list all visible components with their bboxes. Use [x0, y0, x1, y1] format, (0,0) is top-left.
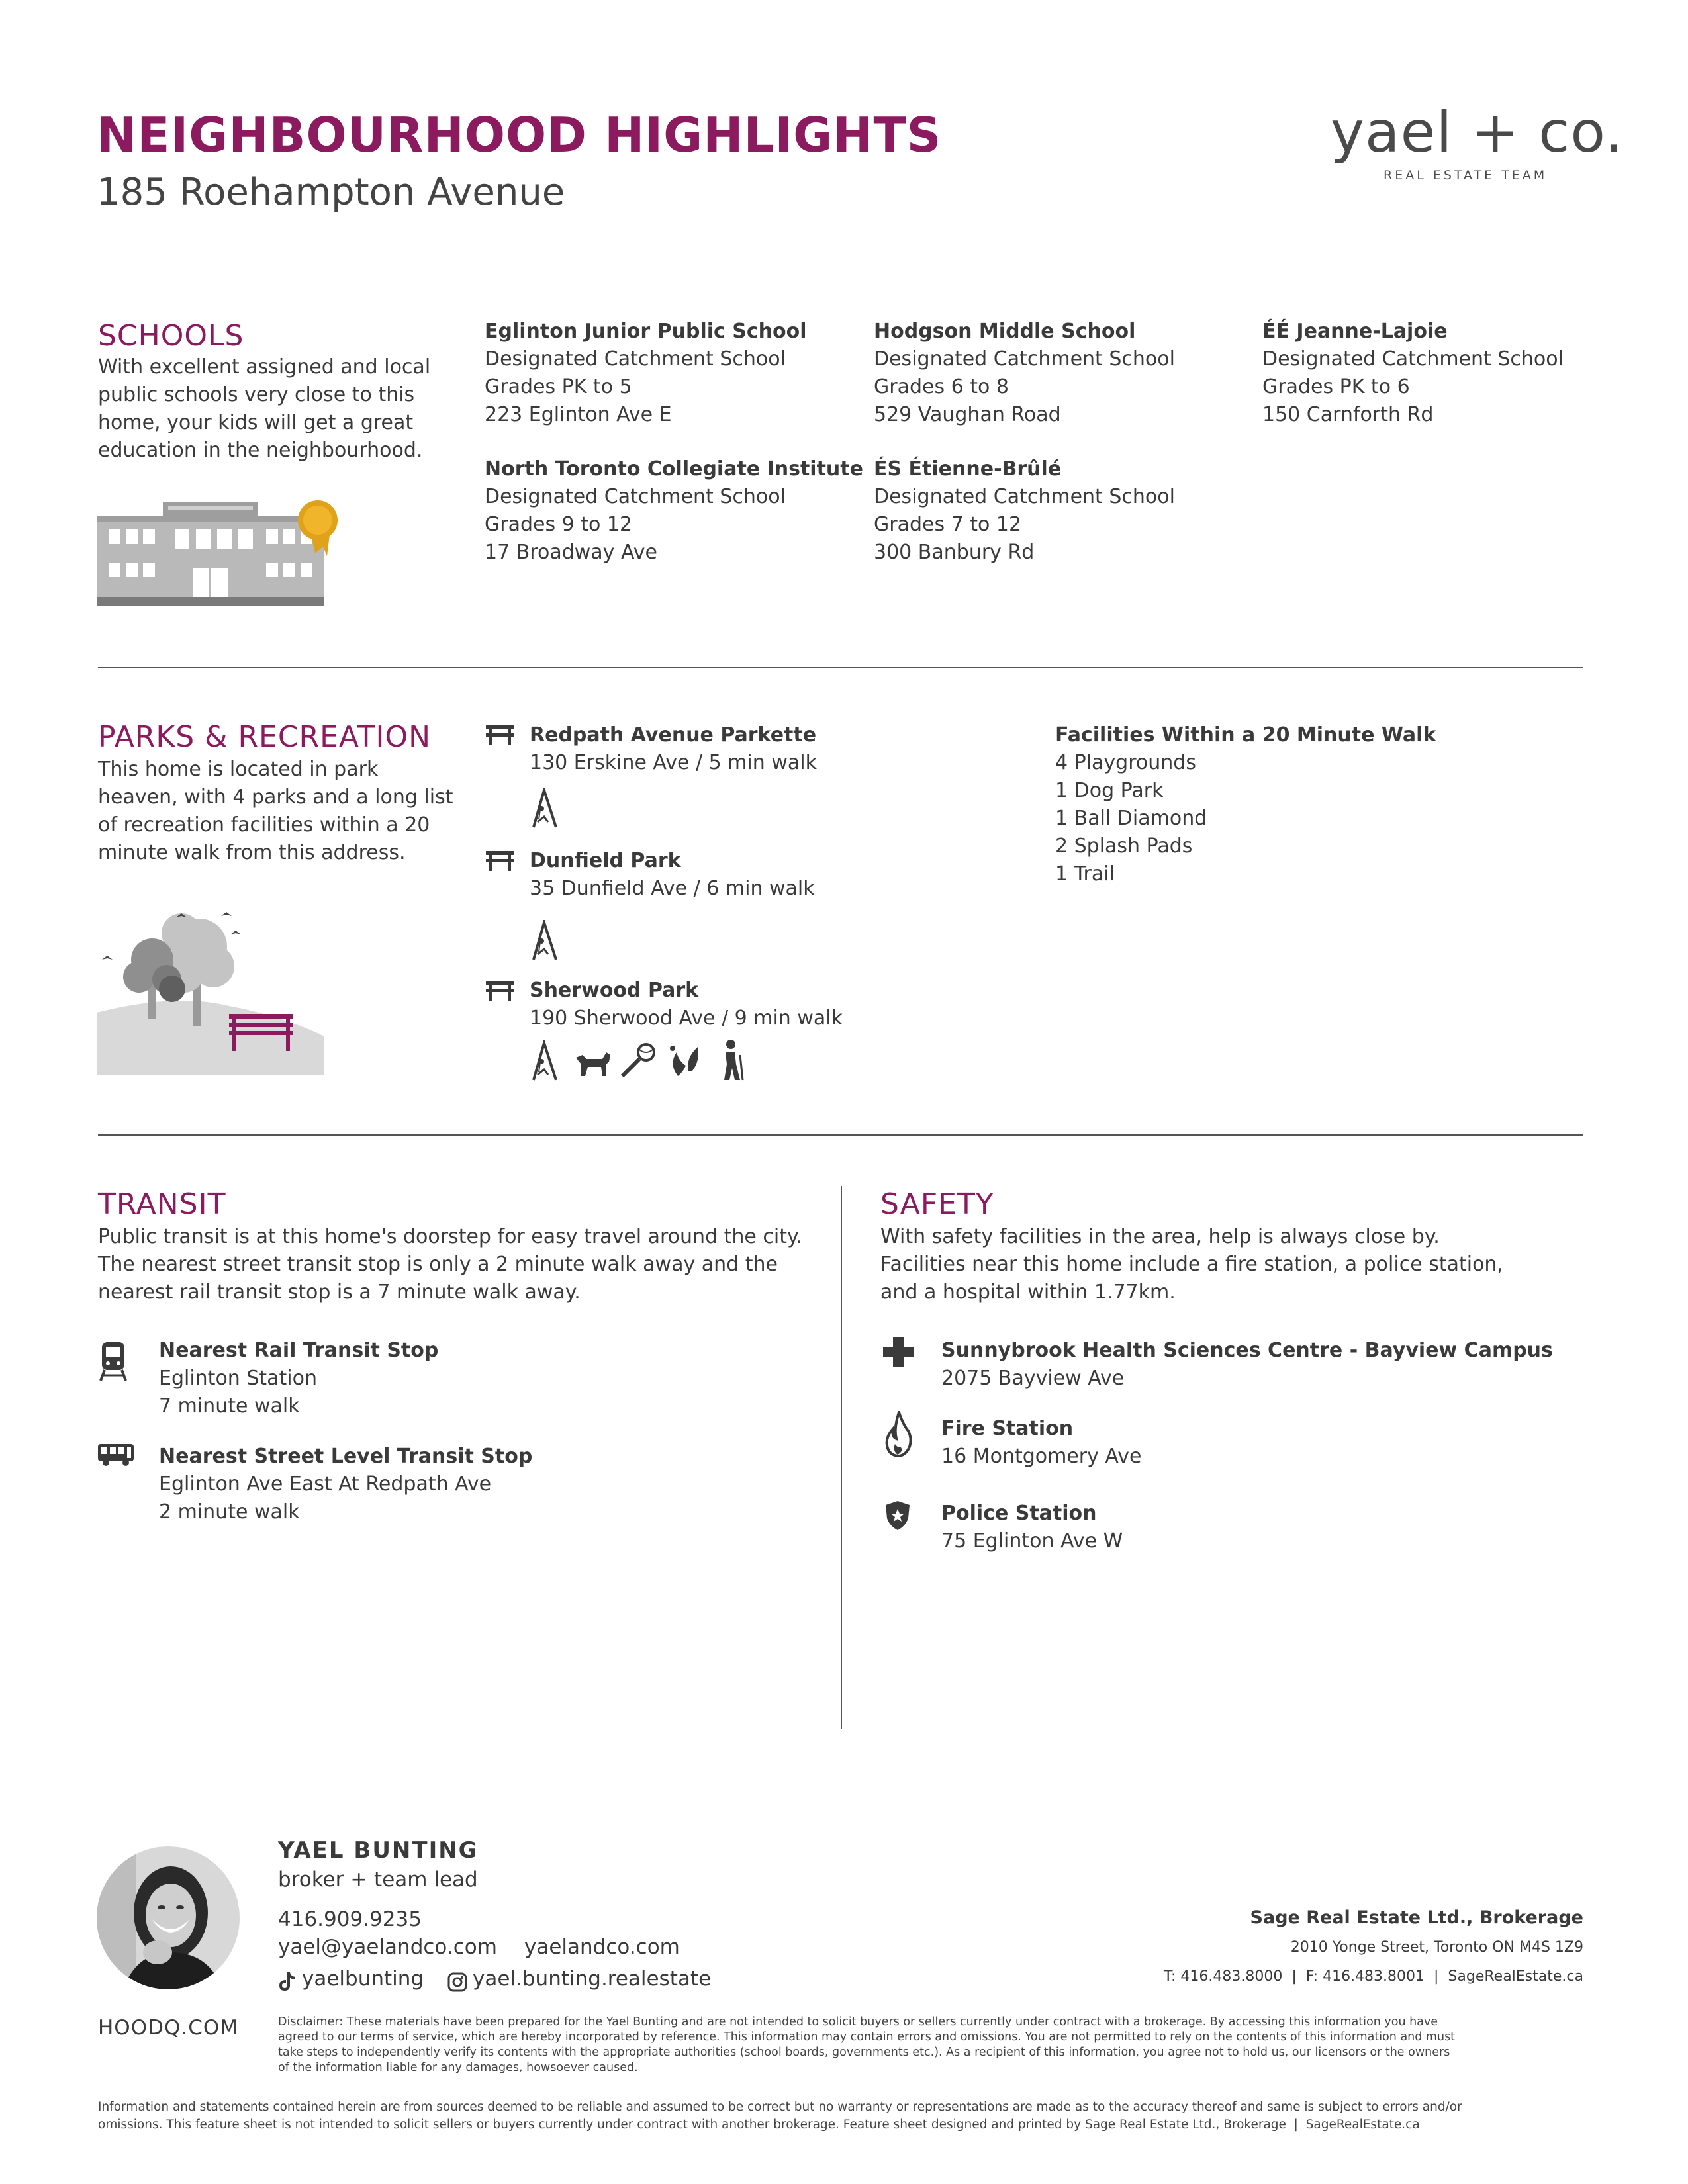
school-grades: Grades 7 to 12 — [874, 513, 1022, 536]
park-item — [530, 721, 817, 777]
logo-wordmark: yael + co. — [1331, 99, 1624, 165]
safety-address: 16 Montgomery Ave — [941, 1445, 1142, 1468]
playground-icon — [530, 1040, 563, 1081]
playground-icon — [530, 788, 563, 829]
school-grades: Grades 6 to 8 — [874, 375, 1009, 398]
transit-description — [98, 1223, 802, 1306]
park-name: Dunfield Park — [530, 849, 681, 872]
school-item — [874, 318, 1175, 429]
facility-item: 2 Splash Pads — [1055, 835, 1193, 858]
school-address: 17 Broadway Ave — [485, 541, 657, 564]
school-item — [485, 455, 863, 567]
hoodq-link[interactable]: HOODQ.COM — [98, 2016, 239, 2040]
school-address: 529 Vaughan Road — [874, 403, 1061, 426]
school-type: Designated Catchment School — [874, 347, 1175, 371]
instagram-icon — [447, 1972, 467, 1992]
park-item — [530, 847, 815, 903]
transit-item — [159, 1443, 532, 1526]
facilities-list — [1055, 721, 1436, 888]
disclaimer — [278, 2015, 1585, 2075]
school-building-icon — [97, 490, 342, 612]
transit-desc-line: Public transit is at this home's doorstep for easy travel around the city. — [98, 1225, 803, 1248]
logo-tagline: REAL ESTATE TEAM — [1383, 168, 1548, 183]
safety-item — [941, 1500, 1123, 1555]
park-detail: 130 Erskine Ave / 5 min walk — [530, 751, 817, 774]
brokerage-name: Sage Real Estate Ltd., Brokerage — [1250, 1907, 1583, 1928]
section-divider — [98, 1134, 1583, 1136]
school-name: Eglinton Junior Public School — [485, 320, 807, 343]
agent-email[interactable]: yael@yaelandco.com — [278, 1935, 497, 1959]
info-line: Information and statements contained herein are from sources deemed to be reliable and assumed to be correct but no warranty or representations are made as to the accuracy thereof and same is subject to errors and/or — [98, 2100, 1462, 2114]
info-line: omissions. This feature sheet is not intended to solicit sellers or buyers currently under contract with another brokerage. Feature sheet designed and printed by Sage Real Estate Ltd., Brokerage | SageRealEstate.ca — [98, 2118, 1420, 2132]
page-title: NEIGHBOURHOOD HIGHLIGHTS — [97, 107, 942, 163]
bus-icon — [97, 1443, 135, 1467]
schools-description — [98, 353, 442, 465]
brokerage-address: 2010 Yonge Street, Toronto ON M4S 1Z9 — [1290, 1939, 1583, 1956]
school-name: ÉS Étienne-Brûlé — [874, 457, 1062, 480]
safety-desc-line: Facilities near this home include a fire station, a police station, — [880, 1253, 1503, 1276]
school-grades: Grades 9 to 12 — [485, 513, 633, 536]
school-type: Designated Catchment School — [485, 347, 786, 371]
schools-desc-line: With excellent assigned and local — [98, 355, 431, 379]
school-type: Designated Catchment School — [874, 485, 1175, 508]
park-detail: 35 Dunfield Ave / 6 min walk — [530, 877, 815, 900]
agent-role: broker + team lead — [278, 1868, 478, 1891]
agent-website[interactable]: yaelandco.com — [524, 1935, 680, 1959]
parks-desc-line: of recreation facilities within a 20 — [98, 813, 430, 837]
school-name: North Toronto Collegiate Institute — [485, 457, 863, 480]
property-address: 185 Roehampton Avenue — [97, 171, 565, 214]
park-detail: 190 Sherwood Ave / 9 min walk — [530, 1007, 843, 1030]
safety-description — [880, 1223, 1503, 1306]
transit-desc-line: nearest rail transit stop is a 7 minute walk away. — [98, 1281, 581, 1304]
school-name: ÉÉ Jeanne-Lajoie — [1262, 320, 1448, 343]
parks-desc-line: minute walk from this address. — [98, 841, 406, 864]
school-address: 150 Carnforth Rd — [1262, 403, 1434, 426]
school-grades: Grades PK to 5 — [485, 375, 632, 398]
school-type: Designated Catchment School — [1262, 347, 1564, 371]
safety-name: Sunnybrook Health Sciences Centre - Bayview Campus — [941, 1339, 1553, 1362]
park-name: Redpath Avenue Parkette — [530, 723, 817, 747]
school-item — [485, 318, 807, 429]
schools-desc-line: public schools very close to this — [98, 383, 415, 406]
safety-item — [941, 1337, 1553, 1392]
trail-icon — [715, 1039, 744, 1081]
safety-address: 2075 Bayview Ave — [941, 1367, 1125, 1390]
park-scene-icon — [97, 893, 328, 1079]
facility-item: 4 Playgrounds — [1055, 751, 1196, 774]
schools-desc-line: education in the neighbourhood. — [98, 439, 423, 462]
safety-name: Fire Station — [941, 1417, 1074, 1440]
transit-name: Nearest Rail Transit Stop — [159, 1339, 439, 1362]
disclaimer-line: agreed to our terms of service, which are hereby incorporated by reference. This information may contain errors and omissions. You are not permitted to rely on the contents of this information and must — [278, 2030, 1456, 2044]
transit-heading: TRANSIT — [98, 1187, 226, 1221]
tiktok-icon — [278, 1971, 297, 1992]
splash-pad-icon — [666, 1042, 706, 1079]
train-icon — [99, 1341, 127, 1382]
transit-walk-time: 2 minute walk — [159, 1500, 300, 1524]
agent-photo — [97, 1846, 240, 1989]
agent-instagram[interactable]: yael.bunting.realestate — [473, 1967, 712, 1991]
disclaimer-line: take steps to independently verify its contents with the appropriate authorities (school boards, governments etc.). As a recipient of this information, you agree not to hold us, our licensors or the owners — [278, 2046, 1450, 2059]
facility-item: 1 Ball Diamond — [1055, 807, 1207, 830]
section-divider — [98, 667, 1583, 668]
parks-desc-line: heaven, with 4 parks and a long list — [98, 786, 453, 809]
park-bench-icon — [486, 851, 514, 871]
disclaimer-line: Disclaimer: These materials have been prepared for the Yael Bunting and are not intended to solicit buyers or sellers currently under contract with a brokerage. By accessing this information you have — [278, 2015, 1438, 2028]
park-name: Sherwood Park — [530, 979, 699, 1002]
school-address: 223 Eglinton Ave E — [485, 403, 672, 426]
school-address: 300 Banbury Rd — [874, 541, 1035, 564]
schools-desc-line: home, your kids will get a great — [98, 411, 414, 434]
parks-description — [98, 756, 469, 867]
disclaimer-line: of the information liable for any damages, howsoever caused. — [278, 2061, 638, 2074]
dog-park-icon — [573, 1046, 613, 1079]
info-statement — [98, 2098, 1587, 2134]
school-item — [874, 455, 1175, 567]
facility-item: 1 Dog Park — [1055, 779, 1164, 802]
parks-heading: PARKS & RECREATION — [98, 720, 432, 754]
school-item — [1262, 318, 1564, 429]
agent-tiktok[interactable]: yaelbunting — [302, 1967, 424, 1991]
safety-heading: SAFETY — [880, 1187, 994, 1221]
park-item — [530, 977, 843, 1032]
school-type: Designated Catchment School — [485, 485, 786, 508]
transit-desc-line: The nearest street transit stop is only a 2 minute walk away and the — [98, 1253, 778, 1276]
playground-icon — [530, 920, 563, 961]
fire-icon — [884, 1411, 912, 1457]
hospital-cross-icon — [883, 1337, 914, 1367]
school-name: Hodgson Middle School — [874, 320, 1136, 343]
brokerage-contact: T: 416.483.8000 | F: 416.483.8001 | SageRealEstate.ca — [1163, 1968, 1583, 1985]
column-divider — [841, 1186, 842, 1729]
schools-heading: SCHOOLS — [98, 319, 244, 353]
transit-stop: Eglinton Station — [159, 1367, 318, 1390]
parks-desc-line: This home is located in park — [98, 758, 379, 781]
transit-item — [159, 1337, 438, 1420]
agent-name: YAEL BUNTING — [278, 1837, 479, 1864]
park-bench-icon — [486, 725, 514, 745]
safety-name: Police Station — [941, 1502, 1097, 1525]
safety-desc-line: and a hospital within 1.77km. — [880, 1281, 1176, 1304]
school-grades: Grades PK to 6 — [1262, 375, 1410, 398]
safety-desc-line: With safety facilities in the area, help is always close by. — [880, 1225, 1440, 1248]
transit-stop: Eglinton Ave East At Redpath Ave — [159, 1473, 492, 1496]
agent-phone[interactable]: 416.909.9235 — [278, 1907, 422, 1931]
safety-item — [941, 1415, 1141, 1471]
safety-address: 75 Eglinton Ave W — [941, 1529, 1123, 1553]
transit-walk-time: 7 minute walk — [159, 1394, 300, 1418]
police-badge-icon — [884, 1500, 911, 1531]
facilities-heading: Facilities Within a 20 Minute Walk — [1055, 723, 1436, 747]
park-bench-icon — [486, 981, 514, 1001]
transit-name: Nearest Street Level Transit Stop — [159, 1445, 533, 1468]
ball-diamond-icon — [620, 1042, 659, 1079]
facility-item: 1 Trail — [1055, 862, 1115, 886]
